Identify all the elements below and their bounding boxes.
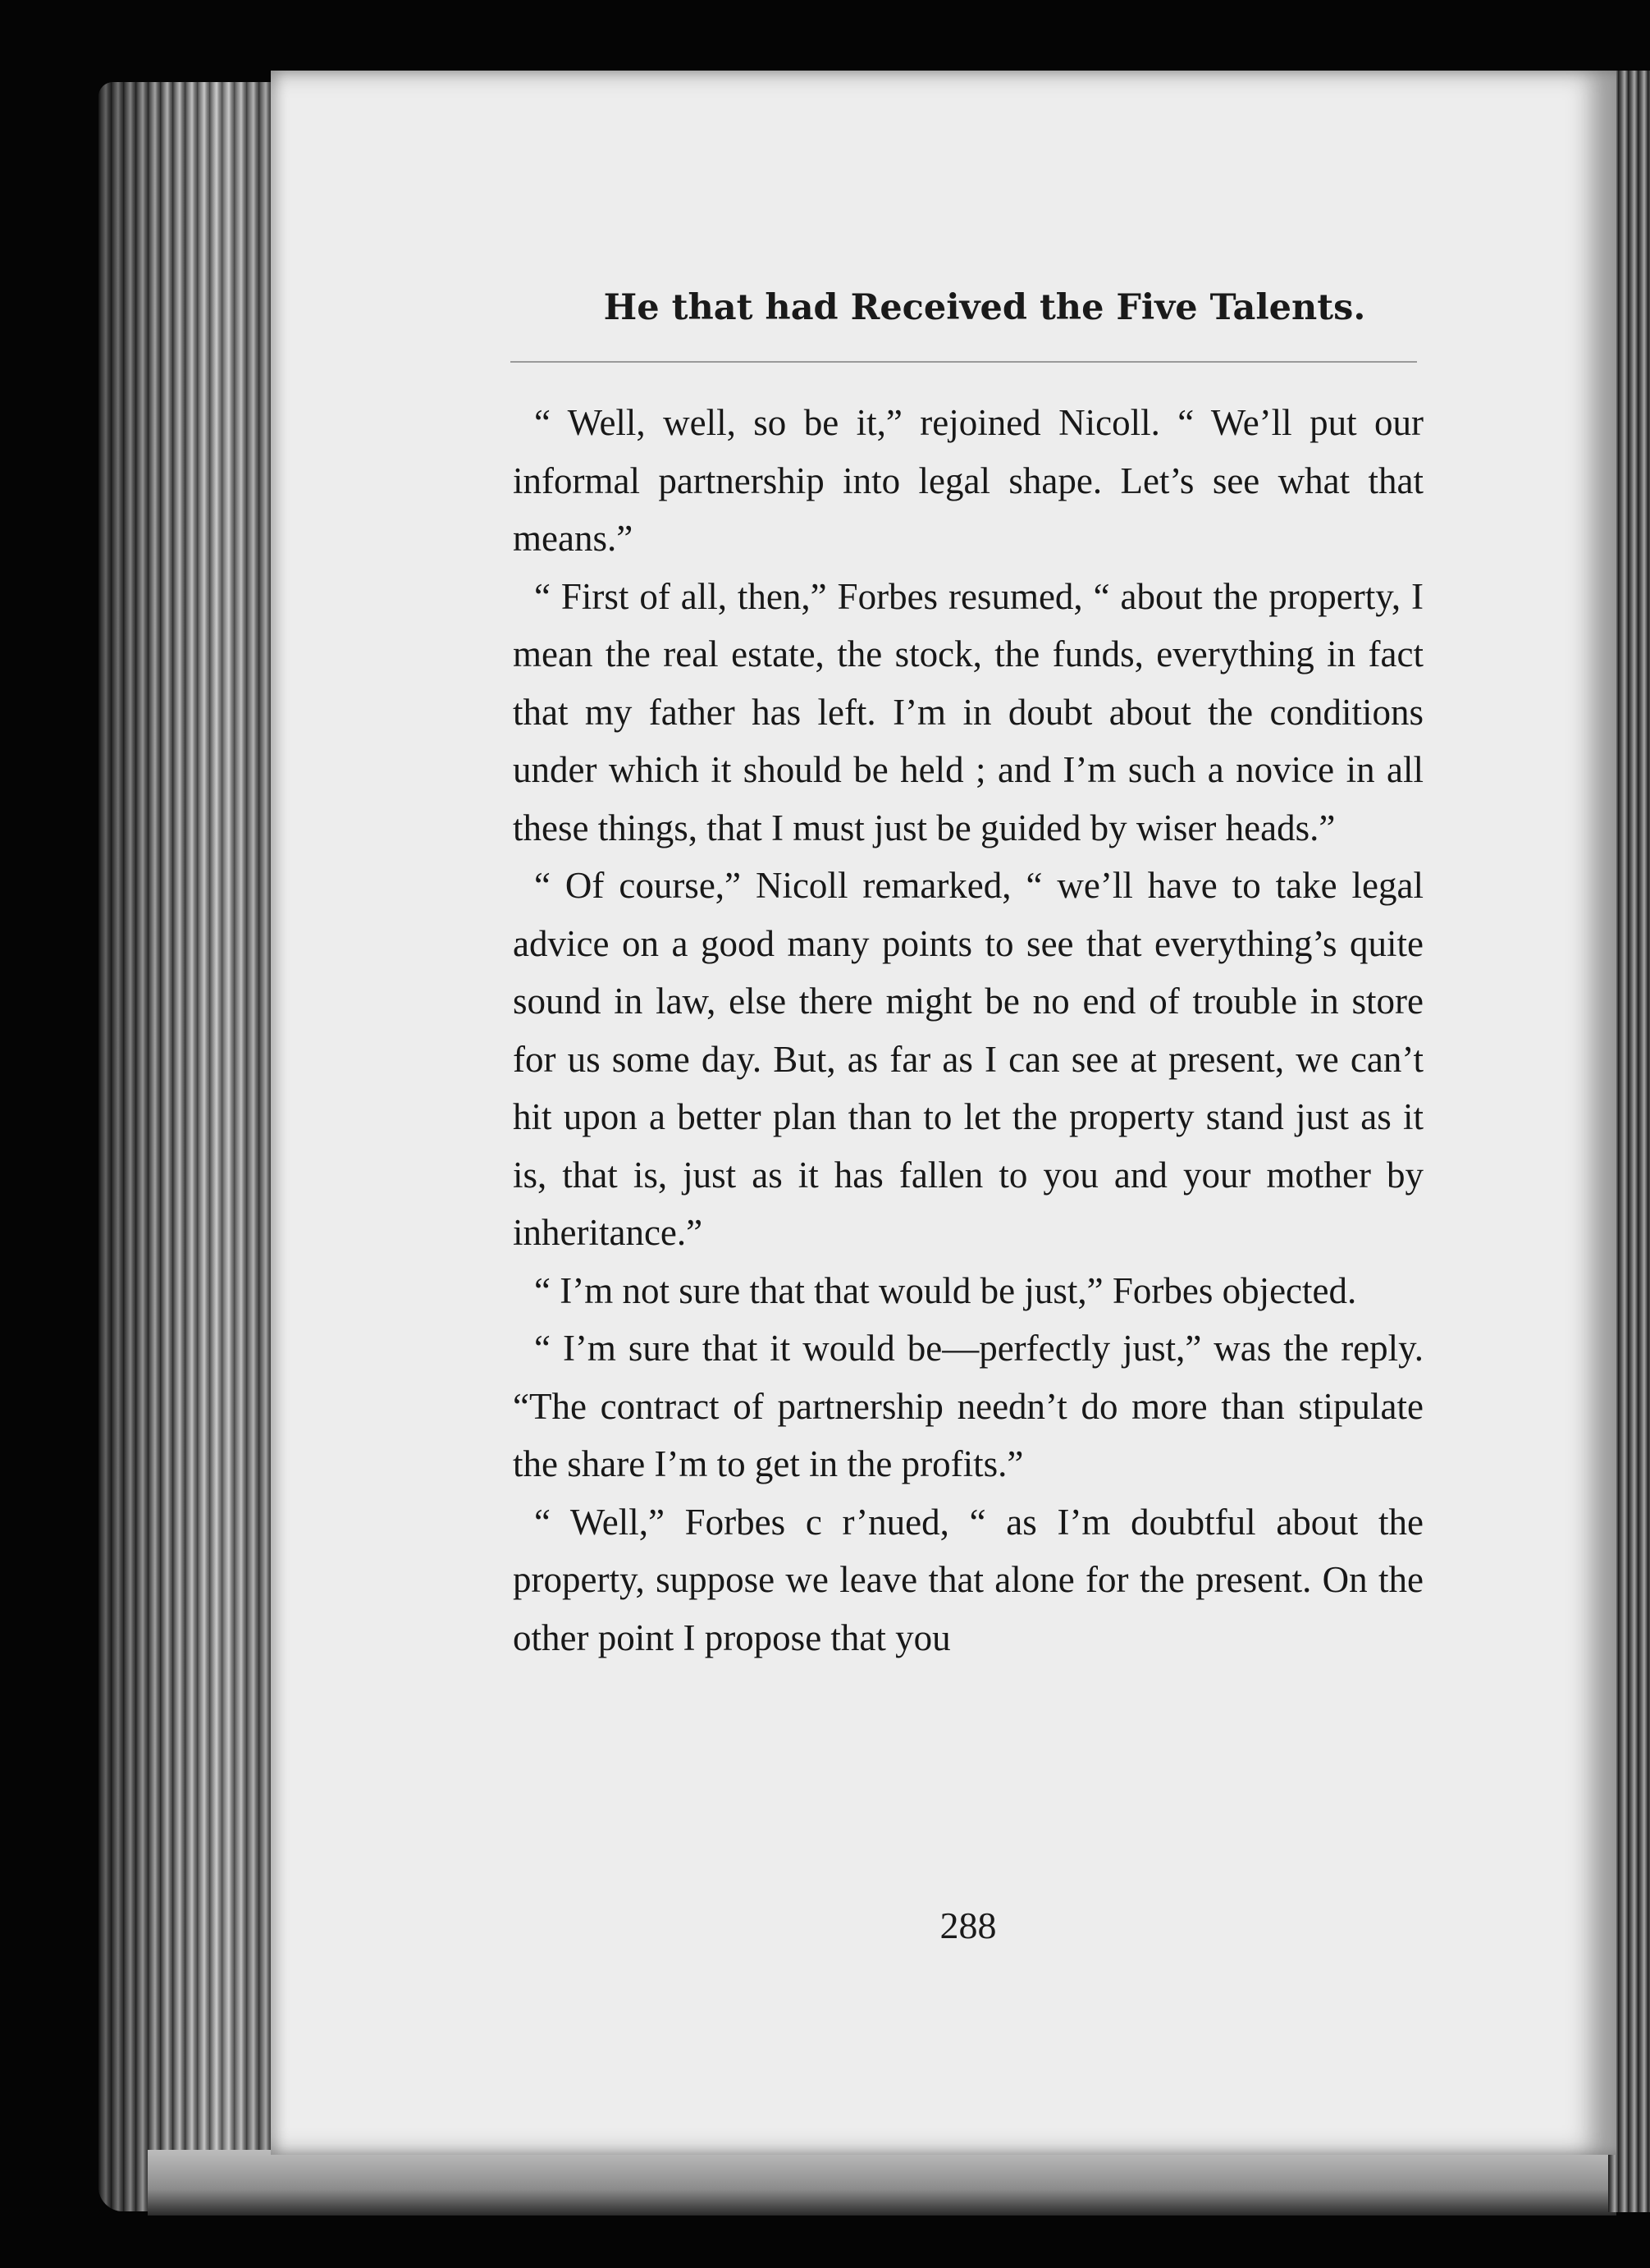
paragraph: “ Well,” Forbes c r’nued, “ as I’m doubtful about the property, suppose we leave that alone for the present. On the other point I propose that you <box>513 1501 1424 1658</box>
paragraph: “ I’m sure that it would be—perfectly just,” was the reply. “The contract of partnership needn’t do more than stipulate the share I’m to get in the profits.” <box>513 1328 1424 1484</box>
book-page-edges-bottom <box>148 2150 1616 2215</box>
running-head: He that had Received the Five Talents. <box>603 287 1366 328</box>
paragraph: “ First of all, then,” Forbes resumed, “ about the property, I mean the real estate, the stock, the funds, everything in fact that my father has left. I’m in doubt about the conditions under which it should be held ; and I’m such a novice in all these things, that I must just be guided by wiser heads.” <box>513 575 1424 848</box>
page-number: 288 <box>939 1904 997 1946</box>
paragraph: “ Well, well, so be it,” rejoined Nicoll. “ We’ll put our informal partnership into legal shape. Let’s see what that means.” <box>513 402 1424 559</box>
paragraph: “ I’m not sure that that would be just,” Forbes objected. <box>534 1269 1357 1311</box>
header-rule <box>510 361 1417 363</box>
paragraph: “ Of course,” Nicoll remarked, “ we’ll have to take legal advice on a good many points to see that everything’s quite sound in law, else there might be no end of trouble in store for us some day. But, as far as I can see at present, we can’t hit upon a better plan than to let the property stand just as it is, that is, just as it has fallen to you and your mother by inheritance.” <box>513 865 1424 1253</box>
page-body <box>513 394 1424 1667</box>
book-edge-shadow <box>98 82 275 2211</box>
